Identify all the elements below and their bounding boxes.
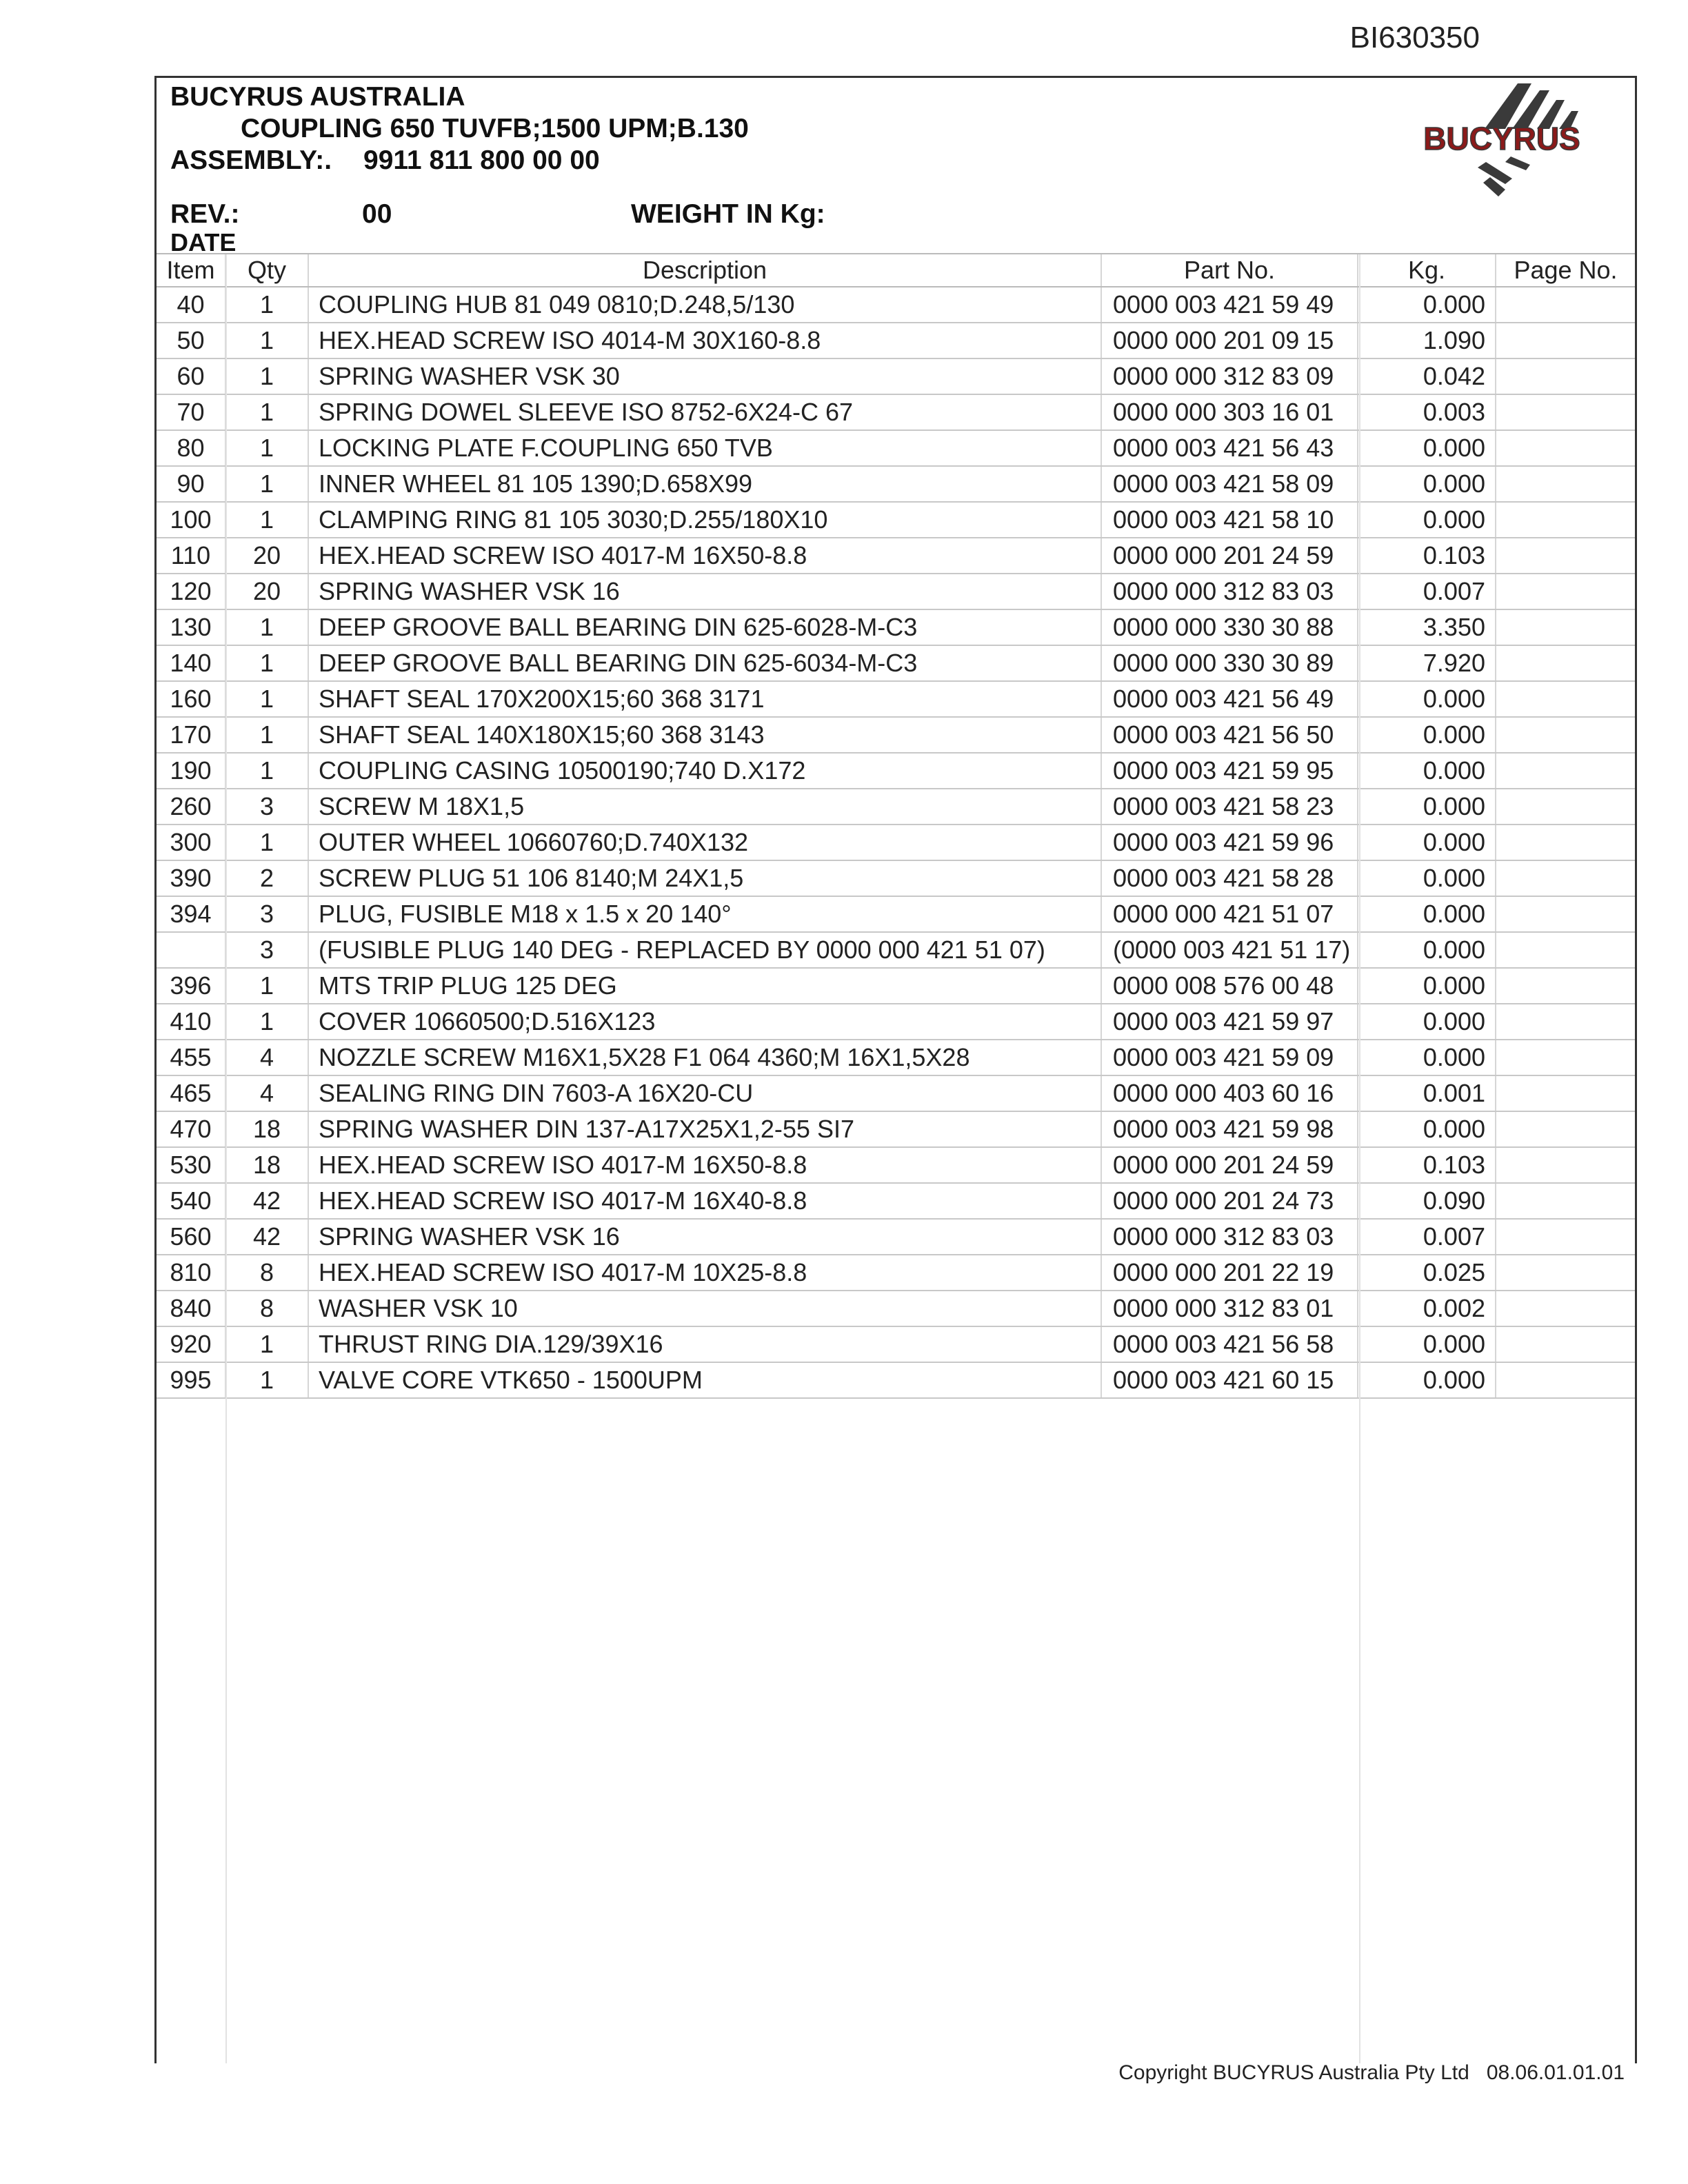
rev-value: 00 (362, 199, 392, 229)
cell-kg: 0.002 (1358, 1291, 1496, 1326)
cell-description: INNER WHEEL 81 105 1390;D.658X99 (308, 466, 1101, 502)
table-row (157, 1183, 1635, 1219)
cell-part-no: 0000 000 201 22 19 (1101, 1255, 1358, 1291)
cell-item: 394 (157, 896, 225, 932)
column-rule-item (225, 254, 227, 2063)
assembly-label: ASSEMBLY:. (170, 145, 332, 175)
cell-item: 470 (157, 1111, 225, 1147)
table-row (157, 968, 1635, 1004)
cell-page-no (1496, 968, 1635, 1004)
cell-part-no: 0000 003 421 56 49 (1101, 681, 1358, 717)
cell-description: COUPLING CASING 10500190;740 D.X172 (308, 753, 1101, 789)
cell-item: 120 (157, 574, 225, 609)
cell-qty: 8 (225, 1255, 308, 1291)
cell-part-no: 0000 003 421 56 58 (1101, 1326, 1358, 1362)
cell-qty: 2 (225, 860, 308, 896)
cell-page-no (1496, 1147, 1635, 1183)
cell-part-no: 0000 000 421 51 07 (1101, 896, 1358, 932)
cell-description: CLAMPING RING 81 105 3030;D.255/180X10 (308, 502, 1101, 538)
copyright-text: Copyright BUCYRUS Australia Pty Ltd (1118, 2061, 1469, 2084)
cell-page-no (1496, 753, 1635, 789)
cell-qty: 18 (225, 1147, 308, 1183)
cell-part-no: 0000 000 201 24 59 (1101, 1147, 1358, 1183)
cell-item: 80 (157, 430, 225, 466)
cell-item: 190 (157, 753, 225, 789)
cell-page-no (1496, 323, 1635, 358)
assembly-number: 9911 811 800 00 00 (363, 145, 600, 175)
table-row (157, 1075, 1635, 1111)
document-code: 08.06.01.01.01 (1486, 2061, 1625, 2084)
parts-table (157, 254, 1635, 1399)
parts-table-body (157, 287, 1635, 1398)
cell-item: 50 (157, 323, 225, 358)
cell-item: 995 (157, 1362, 225, 1398)
table-row (157, 609, 1635, 645)
cell-part-no: 0000 000 330 30 88 (1101, 609, 1358, 645)
table-row (157, 466, 1635, 502)
table-row (157, 1147, 1635, 1183)
cell-kg: 0.000 (1358, 860, 1496, 896)
cell-page-no (1496, 896, 1635, 932)
cell-qty: 1 (225, 968, 308, 1004)
cell-kg: 0.025 (1358, 1255, 1496, 1291)
cell-item: 396 (157, 968, 225, 1004)
cell-item: 455 (157, 1040, 225, 1075)
cell-kg: 0.000 (1358, 896, 1496, 932)
column-header-page-no: Page No. (1496, 254, 1635, 287)
cell-description: SPRING WASHER VSK 16 (308, 1219, 1101, 1255)
table-row (157, 717, 1635, 753)
cell-page-no (1496, 1255, 1635, 1291)
table-row (157, 430, 1635, 466)
cell-item: 160 (157, 681, 225, 717)
cell-qty: 1 (225, 717, 308, 753)
cell-item: 540 (157, 1183, 225, 1219)
cell-page-no (1496, 1040, 1635, 1075)
table-row (157, 323, 1635, 358)
cell-kg: 0.000 (1358, 1111, 1496, 1147)
cell-page-no (1496, 789, 1635, 825)
assembly-title: COUPLING 650 TUVFB;1500 UPM;B.130 (241, 114, 749, 143)
cell-page-no (1496, 538, 1635, 574)
cell-item: 140 (157, 645, 225, 681)
column-header-qty: Qty (225, 254, 308, 287)
table-row (157, 1362, 1635, 1398)
cell-part-no: 0000 000 303 16 01 (1101, 394, 1358, 430)
cell-description: WASHER VSK 10 (308, 1291, 1101, 1326)
bucyrus-logo (1402, 81, 1602, 198)
cell-part-no: 0000 000 312 83 03 (1101, 574, 1358, 609)
cell-page-no (1496, 502, 1635, 538)
cell-item: 920 (157, 1326, 225, 1362)
cell-part-no: 0000 003 421 59 96 (1101, 825, 1358, 860)
cell-page-no (1496, 860, 1635, 896)
cell-kg: 0.000 (1358, 717, 1496, 753)
table-row (157, 789, 1635, 825)
cell-kg: 0.000 (1358, 466, 1496, 502)
cell-kg: 0.000 (1358, 968, 1496, 1004)
table-row (157, 574, 1635, 609)
cell-part-no: 0000 003 421 59 97 (1101, 1004, 1358, 1040)
table-row (157, 1111, 1635, 1147)
cell-description: LOCKING PLATE F.COUPLING 650 TVB (308, 430, 1101, 466)
cell-kg: 0.000 (1358, 753, 1496, 789)
cell-description: PLUG, FUSIBLE M18 x 1.5 x 20 140° (308, 896, 1101, 932)
table-row (157, 538, 1635, 574)
cell-description: HEX.HEAD SCREW ISO 4017-M 16X40-8.8 (308, 1183, 1101, 1219)
cell-qty: 1 (225, 825, 308, 860)
cell-part-no: (0000 003 421 51 17) (1101, 932, 1358, 968)
cell-qty: 20 (225, 538, 308, 574)
cell-item: 70 (157, 394, 225, 430)
cell-kg: 7.920 (1358, 645, 1496, 681)
parts-list-frame (154, 76, 1637, 2063)
cell-kg: 1.090 (1358, 323, 1496, 358)
cell-item: 40 (157, 287, 225, 323)
column-header-part-no: Part No. (1101, 254, 1358, 287)
cell-part-no: 0000 003 421 56 43 (1101, 430, 1358, 466)
table-row (157, 932, 1635, 968)
cell-description: HEX.HEAD SCREW ISO 4017-M 16X50-8.8 (308, 1147, 1101, 1183)
cell-item (157, 932, 225, 968)
cell-page-no (1496, 681, 1635, 717)
column-rule-kg (1359, 254, 1360, 2063)
cell-item: 390 (157, 860, 225, 896)
column-header-kg: Kg. (1358, 254, 1496, 287)
cell-qty: 42 (225, 1219, 308, 1255)
cell-kg: 0.090 (1358, 1183, 1496, 1219)
table-row (157, 896, 1635, 932)
cell-page-no (1496, 466, 1635, 502)
cell-kg: 0.000 (1358, 1362, 1496, 1398)
cell-item: 560 (157, 1219, 225, 1255)
cell-item: 840 (157, 1291, 225, 1326)
cell-item: 170 (157, 717, 225, 753)
cell-page-no (1496, 394, 1635, 430)
cell-kg: 0.007 (1358, 574, 1496, 609)
cell-qty: 20 (225, 574, 308, 609)
table-row (157, 753, 1635, 789)
cell-description: THRUST RING DIA.129/39X16 (308, 1326, 1101, 1362)
cell-kg: 0.042 (1358, 358, 1496, 394)
cell-qty: 1 (225, 358, 308, 394)
cell-page-no (1496, 1362, 1635, 1398)
cell-page-no (1496, 1326, 1635, 1362)
cell-item: 60 (157, 358, 225, 394)
cell-part-no: 0000 000 312 83 03 (1101, 1219, 1358, 1255)
cell-part-no: 0000 003 421 59 49 (1101, 287, 1358, 323)
cell-description: HEX.HEAD SCREW ISO 4017-M 10X25-8.8 (308, 1255, 1101, 1291)
cell-kg: 0.103 (1358, 1147, 1496, 1183)
table-header-row (157, 254, 1635, 287)
cell-item: 410 (157, 1004, 225, 1040)
cell-description: SCREW PLUG 51 106 8140;M 24X1,5 (308, 860, 1101, 896)
cell-kg: 0.000 (1358, 681, 1496, 717)
cell-qty: 1 (225, 1326, 308, 1362)
table-row (157, 502, 1635, 538)
cell-description: OUTER WHEEL 10660760;D.740X132 (308, 825, 1101, 860)
cell-page-no (1496, 1291, 1635, 1326)
cell-description: DEEP GROOVE BALL BEARING DIN 625-6028-M-C3 (308, 609, 1101, 645)
cell-qty: 1 (225, 394, 308, 430)
cell-kg: 3.350 (1358, 609, 1496, 645)
cell-description: VALVE CORE VTK650 - 1500UPM (308, 1362, 1101, 1398)
cell-kg: 0.000 (1358, 789, 1496, 825)
cell-kg: 0.000 (1358, 932, 1496, 968)
cell-qty: 1 (225, 609, 308, 645)
table-row (157, 1004, 1635, 1040)
cell-kg: 0.000 (1358, 502, 1496, 538)
cell-qty: 1 (225, 287, 308, 323)
cell-qty: 3 (225, 789, 308, 825)
cell-qty: 1 (225, 1004, 308, 1040)
table-row (157, 645, 1635, 681)
cell-kg: 0.007 (1358, 1219, 1496, 1255)
cell-page-no (1496, 717, 1635, 753)
cell-item: 465 (157, 1075, 225, 1111)
cell-qty: 1 (225, 681, 308, 717)
cell-page-no (1496, 825, 1635, 860)
cell-qty: 1 (225, 502, 308, 538)
cell-page-no (1496, 1075, 1635, 1111)
cell-page-no (1496, 1004, 1635, 1040)
cell-part-no: 0000 003 421 56 50 (1101, 717, 1358, 753)
cell-page-no (1496, 645, 1635, 681)
cell-qty: 1 (225, 753, 308, 789)
weight-label: WEIGHT IN Kg: (631, 199, 825, 229)
cell-kg: 0.000 (1358, 1326, 1496, 1362)
cell-page-no (1496, 574, 1635, 609)
cell-part-no: 0000 000 330 30 89 (1101, 645, 1358, 681)
table-row (157, 681, 1635, 717)
table-row (157, 1255, 1635, 1291)
table-row (157, 1291, 1635, 1326)
cell-kg: 0.000 (1358, 287, 1496, 323)
cell-item: 100 (157, 502, 225, 538)
cell-kg: 0.000 (1358, 1040, 1496, 1075)
cell-description: COVER 10660500;D.516X123 (308, 1004, 1101, 1040)
cell-page-no (1496, 609, 1635, 645)
cell-part-no: 0000 000 403 60 16 (1101, 1075, 1358, 1111)
cell-item: 810 (157, 1255, 225, 1291)
cell-description: SPRING WASHER VSK 16 (308, 574, 1101, 609)
date-label: DATE (170, 228, 237, 256)
cell-part-no: 0000 003 421 60 15 (1101, 1362, 1358, 1398)
cell-qty: 1 (225, 323, 308, 358)
cell-description: SPRING WASHER DIN 137-A17X25X1,2-55 SI7 (308, 1111, 1101, 1147)
cell-part-no: 0000 000 312 83 01 (1101, 1291, 1358, 1326)
cell-page-no (1496, 932, 1635, 968)
cell-part-no: 0000 000 201 24 59 (1101, 538, 1358, 574)
cell-part-no: 0000 003 421 58 09 (1101, 466, 1358, 502)
cell-page-no (1496, 287, 1635, 323)
company-name: BUCYRUS AUSTRALIA (170, 82, 465, 112)
cell-qty: 1 (225, 466, 308, 502)
cell-description: SPRING DOWEL SLEEVE ISO 8752-6X24-C 67 (308, 394, 1101, 430)
cell-description: (FUSIBLE PLUG 140 DEG - REPLACED BY 0000 000 421 51 07) (308, 932, 1101, 968)
cell-description: DEEP GROOVE BALL BEARING DIN 625-6034-M-C3 (308, 645, 1101, 681)
column-header-description: Description (308, 254, 1101, 287)
cell-page-no (1496, 430, 1635, 466)
column-header-item: Item (157, 254, 225, 287)
rev-label: REV.: (170, 199, 240, 229)
document-id: BI630350 (1349, 21, 1480, 54)
cell-qty: 1 (225, 1362, 308, 1398)
table-row (157, 1326, 1635, 1362)
table-row (157, 287, 1635, 323)
cell-page-no (1496, 1219, 1635, 1255)
cell-part-no: 0000 003 421 58 28 (1101, 860, 1358, 896)
cell-item: 110 (157, 538, 225, 574)
cell-qty: 4 (225, 1075, 308, 1111)
cell-qty: 42 (225, 1183, 308, 1219)
cell-qty: 4 (225, 1040, 308, 1075)
cell-qty: 1 (225, 430, 308, 466)
table-row (157, 394, 1635, 430)
cell-part-no: 0000 000 201 09 15 (1101, 323, 1358, 358)
cell-item: 260 (157, 789, 225, 825)
cell-description: MTS TRIP PLUG 125 DEG (308, 968, 1101, 1004)
cell-item: 300 (157, 825, 225, 860)
cell-part-no: 0000 003 421 59 98 (1101, 1111, 1358, 1147)
cell-part-no: 0000 003 421 59 09 (1101, 1040, 1358, 1075)
cell-qty: 1 (225, 645, 308, 681)
cell-page-no (1496, 1111, 1635, 1147)
table-row (157, 1040, 1635, 1075)
cell-qty: 18 (225, 1111, 308, 1147)
cell-qty: 8 (225, 1291, 308, 1326)
cell-part-no: 0000 003 421 58 10 (1101, 502, 1358, 538)
table-row (157, 1219, 1635, 1255)
cell-description: COUPLING HUB 81 049 0810;D.248,5/130 (308, 287, 1101, 323)
cell-qty: 3 (225, 896, 308, 932)
logo-wordmark: BUCYRUS (1423, 121, 1580, 156)
cell-item: 90 (157, 466, 225, 502)
cell-page-no (1496, 358, 1635, 394)
cell-kg: 0.103 (1358, 538, 1496, 574)
cell-description: SCREW M 18X1,5 (308, 789, 1101, 825)
copyright-footer (1118, 2061, 1625, 2085)
cell-kg: 0.003 (1358, 394, 1496, 430)
cell-part-no: 0000 003 421 58 23 (1101, 789, 1358, 825)
cell-kg: 0.001 (1358, 1075, 1496, 1111)
table-row (157, 860, 1635, 896)
cell-part-no: 0000 000 312 83 09 (1101, 358, 1358, 394)
cell-kg: 0.000 (1358, 825, 1496, 860)
cell-description: HEX.HEAD SCREW ISO 4017-M 16X50-8.8 (308, 538, 1101, 574)
cell-description: NOZZLE SCREW M16X1,5X28 F1 064 4360;M 16X1,5X28 (308, 1040, 1101, 1075)
cell-description: SEALING RING DIN 7603-A 16X20-CU (308, 1075, 1101, 1111)
cell-item: 530 (157, 1147, 225, 1183)
cell-description: SPRING WASHER VSK 30 (308, 358, 1101, 394)
cell-part-no: 0000 003 421 59 95 (1101, 753, 1358, 789)
table-row (157, 825, 1635, 860)
cell-description: SHAFT SEAL 170X200X15;60 368 3171 (308, 681, 1101, 717)
cell-qty: 3 (225, 932, 308, 968)
cell-part-no: 0000 000 201 24 73 (1101, 1183, 1358, 1219)
cell-part-no: 0000 008 576 00 48 (1101, 968, 1358, 1004)
table-row (157, 358, 1635, 394)
cell-description: HEX.HEAD SCREW ISO 4014-M 30X160-8.8 (308, 323, 1101, 358)
cell-page-no (1496, 1183, 1635, 1219)
cell-kg: 0.000 (1358, 1004, 1496, 1040)
cell-description: SHAFT SEAL 140X180X15;60 368 3143 (308, 717, 1101, 753)
cell-item: 130 (157, 609, 225, 645)
cell-kg: 0.000 (1358, 430, 1496, 466)
